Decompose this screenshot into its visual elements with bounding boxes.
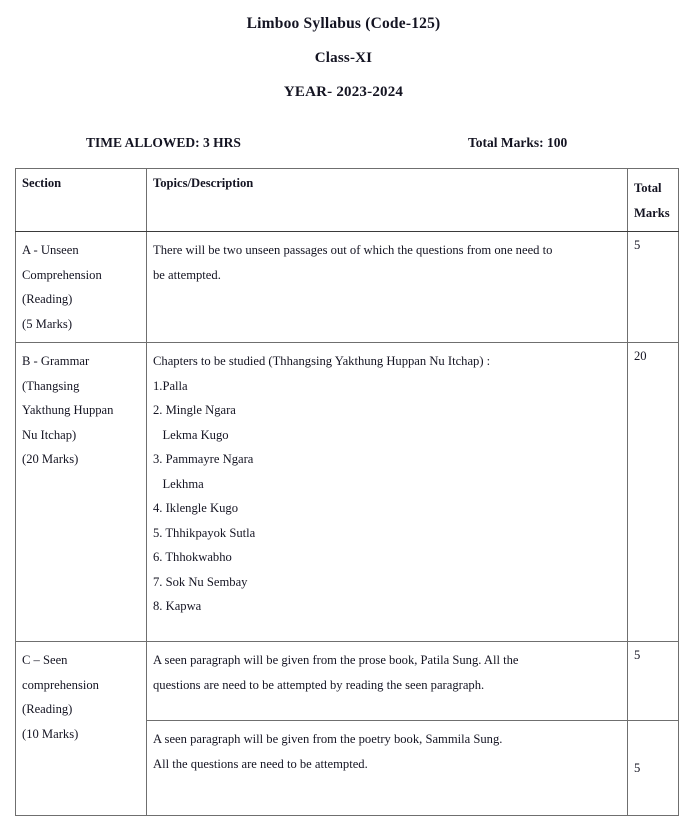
- topics-cell-b-line-7: 4. Iklengle Kugo: [153, 501, 238, 515]
- topics-cell-b-line-9: 6. Thhokwabho: [153, 550, 232, 564]
- section-cell-c-line-4: (10 Marks): [22, 726, 79, 741]
- topics-cell-a-line-2: be attempted.: [153, 267, 221, 282]
- marks-cell-c1: 5: [628, 642, 679, 721]
- topics-cell-b: [147, 343, 628, 642]
- time-allowed-label: TIME ALLOWED: 3 HRS: [86, 134, 241, 150]
- topics-cell-c1: [147, 642, 628, 721]
- section-cell-b-line-3: Yakthung Huppan: [22, 403, 114, 417]
- topics-cell-b-line-2: 1.Palla: [153, 378, 188, 393]
- column-header-section: Section: [16, 169, 147, 232]
- topics-cell-c1-line-1: A seen paragraph will be given from the prose book, Patila Sung. All the: [153, 653, 519, 667]
- column-header-total-marks: [628, 169, 679, 232]
- section-cell-a-line-4: (5 Marks): [22, 316, 73, 331]
- section-cell-c: [16, 642, 147, 816]
- total-marks-label: Total Marks: 100: [468, 134, 568, 150]
- title-block: [0, 0, 687, 100]
- exam-meta-row: [0, 135, 687, 153]
- marks-cell-c2: 5: [628, 721, 679, 816]
- section-cell-a-line-3: (Reading): [22, 292, 73, 306]
- topics-cell-b-line-10: 7. Sok Nu Sembay: [153, 574, 248, 589]
- section-cell-b-line-1: B - Grammar: [22, 354, 90, 368]
- topics-cell-c2-line-1: A seen paragraph will be given from the poetry book, Sammila Sung.: [153, 732, 503, 746]
- section-cell-b-line-2: (Thangsing: [22, 378, 80, 393]
- section-cell-a-line-1: A - Unseen: [22, 243, 79, 257]
- marks-cell-b: 20: [628, 343, 679, 642]
- table-header-row: [16, 169, 679, 232]
- section-cell-c-line-3: (Reading): [22, 702, 73, 716]
- section-cell-c-line-1: C – Seen: [22, 653, 68, 667]
- topics-cell-a-line-1: There will be two unseen passages out of which the questions from one need to: [153, 243, 553, 257]
- topics-cell-b-line-6: Lekhma: [153, 476, 204, 491]
- page-title: Limboo Syllabus (Code-125): [246, 15, 441, 32]
- topics-cell-c1-line-2: questions are need to be attempted by reading the seen paragraph.: [153, 677, 485, 692]
- topics-cell-c2: [147, 721, 628, 816]
- column-header-total-marks-line1: Total: [634, 181, 662, 195]
- table-row: [16, 232, 679, 343]
- table-row: [16, 343, 679, 642]
- topics-cell-b-line-3: 2. Mingle Ngara: [153, 403, 236, 417]
- topics-cell-b-line-1: Chapters to be studied (Thhangsing Yakthung Huppan Nu Itchap) :: [153, 354, 491, 368]
- section-cell-a-line-2: Comprehension: [22, 267, 102, 282]
- class-subtitle: Class-XI: [314, 49, 373, 66]
- section-cell-b-line-4: Nu Itchap): [22, 427, 77, 442]
- section-cell-b-line-5: (20 Marks): [22, 452, 79, 466]
- section-cell-a: [16, 232, 147, 343]
- topics-cell-b-line-8: 5. Thhikpayok Sutla: [153, 525, 256, 540]
- section-cell-c-line-2: comprehension: [22, 677, 99, 692]
- topics-cell-b-line-11: 8. Kapwa: [153, 599, 202, 613]
- year-subtitle: YEAR- 2023-2024: [283, 83, 404, 100]
- topics-cell-c2-line-2: All the questions are need to be attempted.: [153, 756, 368, 771]
- marks-cell-a: 5: [628, 232, 679, 343]
- topics-cell-b-line-5: 3. Pammayre Ngara: [153, 452, 254, 466]
- topics-cell-b-line-4: Lekma Kugo: [153, 427, 229, 442]
- topics-cell-a: [147, 232, 628, 343]
- table-row: [16, 642, 679, 721]
- column-header-topics: Topics/Description: [147, 169, 628, 232]
- column-header-total-marks-line2: Marks: [634, 205, 670, 220]
- section-cell-b: [16, 343, 147, 642]
- syllabus-table: [15, 168, 679, 816]
